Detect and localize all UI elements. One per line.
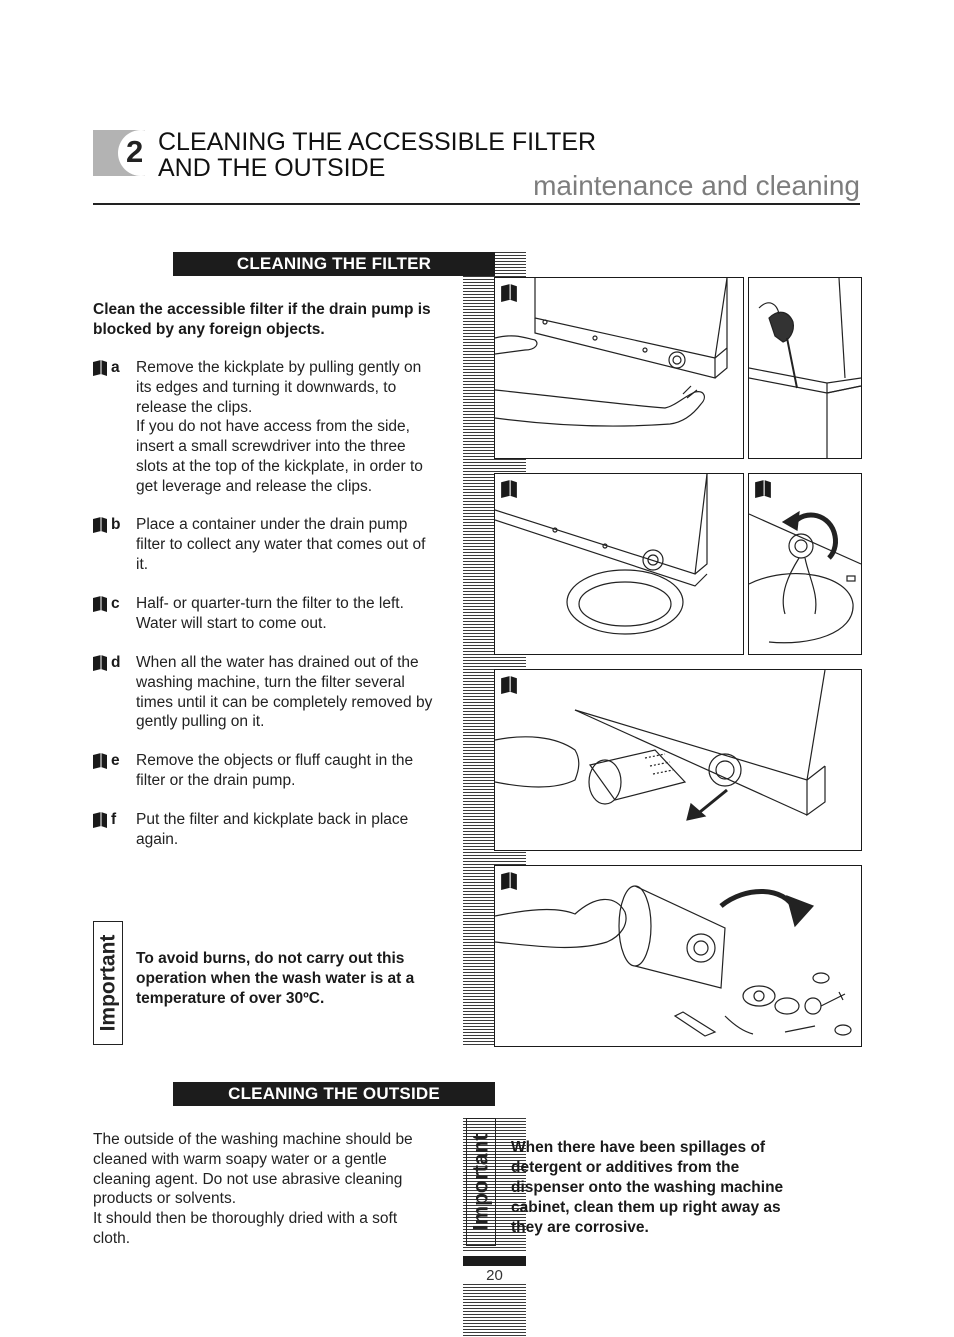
step-letter: d xyxy=(111,654,121,671)
figure-panel-a-screwdriver xyxy=(748,277,862,459)
illustration-clean-filter-objects xyxy=(495,866,861,1046)
step-marker-icon xyxy=(93,753,107,769)
step-letter: f xyxy=(111,811,117,828)
step-marker-icon xyxy=(93,517,107,533)
figure-panel-a xyxy=(494,277,744,459)
panel-e-label xyxy=(501,872,512,894)
step-letter: b xyxy=(111,516,121,533)
step-letter: e xyxy=(111,752,120,769)
chapter-title-line1: CLEANING THE ACCESSIBLE FILTER xyxy=(158,128,597,156)
panel-c-label xyxy=(755,480,766,502)
step-text: Half- or quarter-turn the filter to the left. Water will start to come out. xyxy=(136,595,404,632)
outside-text-2: It should then be thoroughly dried with a soft cloth. xyxy=(93,1210,398,1247)
step-a-text2: If you do not have access from the side, insert a small screwdriver into the three slots at the top of the kickplate, in order to get leverage and release the clips. xyxy=(136,418,423,495)
step-a xyxy=(93,358,433,498)
important-corrosion-text: When there have been spillages of detergent or additives from the dispenser onto the washing machine cabinet, clean them up right away as they are corrosive. xyxy=(511,1139,784,1236)
important-warning-text: To avoid burns, do not carry out this operation when the wash water is at a temperature of over 30ºC. xyxy=(136,950,415,1007)
panel-d-label xyxy=(501,676,513,698)
step-marker-icon xyxy=(501,676,517,694)
filter-intro: Clean the accessible filter if the drain pump is blocked by any foreign objects. xyxy=(93,301,431,338)
step-text: When all the water has drained out of the washing machine, turn the filter several times until it can be completely removed by gently pulling on it. xyxy=(136,654,433,731)
step-marker-icon xyxy=(93,360,107,376)
step-b xyxy=(93,515,433,575)
step-marker-icon xyxy=(93,812,107,828)
step-marker-icon xyxy=(755,480,771,498)
important-label: Important xyxy=(96,934,120,1032)
outside-instructions xyxy=(93,1130,433,1249)
header-divider xyxy=(93,203,860,205)
page-number-bar xyxy=(463,1256,526,1266)
figure-panel-e xyxy=(494,865,862,1047)
step-marker-icon xyxy=(93,596,107,612)
section-title: maintenance and cleaning xyxy=(533,170,860,201)
step-f xyxy=(93,810,433,850)
step-e xyxy=(93,751,433,791)
step-letter: c xyxy=(111,595,120,612)
chapter-title-line2: AND THE OUTSIDE xyxy=(158,154,386,182)
step-letter: a xyxy=(111,359,120,376)
step-marker-icon xyxy=(501,480,517,498)
important-label-2: Important xyxy=(469,1133,493,1231)
page-number: 20 xyxy=(486,1267,503,1284)
step-marker-icon xyxy=(501,284,517,302)
illustration-screwdriver xyxy=(749,278,861,458)
step-c xyxy=(93,594,433,634)
important-label-box xyxy=(93,921,123,1045)
illustration-kickplate-removal xyxy=(495,278,743,458)
important-label-box-2 xyxy=(466,1118,496,1246)
panel-a-label xyxy=(501,284,512,306)
step-d xyxy=(93,653,433,733)
step-marker-icon xyxy=(501,872,517,890)
illustration-remove-filter xyxy=(495,670,861,850)
figure-panel-d xyxy=(494,669,862,851)
step-text: Put the filter and kickplate back in place again. xyxy=(136,811,409,848)
figure-panel-b xyxy=(494,473,744,655)
figure-panel-c xyxy=(748,473,862,655)
step-a-text: Remove the kickplate by pulling gently on its edges and turning it downwards, to release the clips. xyxy=(136,359,422,416)
illustration-turn-filter xyxy=(749,474,861,654)
step-text: Remove the objects or fluff caught in the filter or the drain pump. xyxy=(136,752,414,789)
step-text: Place a container under the drain pump filter to collect any water that comes out of it. xyxy=(136,516,426,573)
illustration-container-under-filter xyxy=(495,474,743,654)
chapter-title xyxy=(158,129,596,181)
panel-b-label xyxy=(501,480,513,502)
outside-text-1: The outside of the washing machine should be cleaned with warm soapy water or a gentle cleaning agent. Do not use abrasive cleaning products or solvents. xyxy=(93,1131,413,1208)
outside-section-heading: CLEANING THE OUTSIDE xyxy=(173,1082,495,1106)
filter-section-heading: CLEANING THE FILTER xyxy=(173,252,495,276)
step-text xyxy=(136,358,434,497)
step-marker-icon xyxy=(93,655,107,671)
chapter-number: 2 xyxy=(126,134,144,169)
decorative-stripes-footer xyxy=(463,1284,526,1337)
